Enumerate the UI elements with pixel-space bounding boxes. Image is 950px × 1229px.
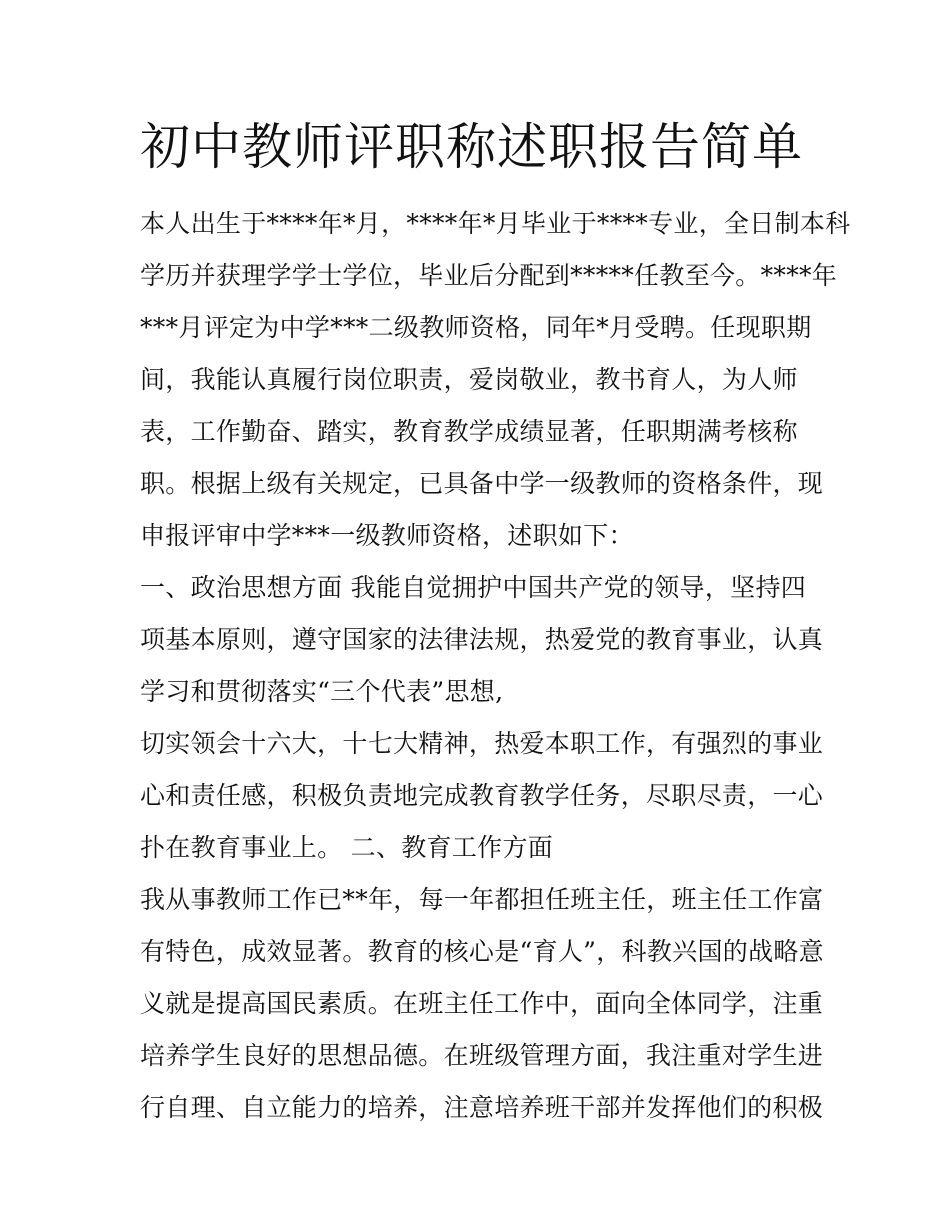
body-line: ***月评定为中学***二级教师资格，同年*月受聘。任现职期: [140, 313, 812, 342]
body-line: 我从事教师工作已**年，每一年都担任班主任，班主任工作富: [140, 885, 824, 914]
body-line: 间，我能认真履行岗位职责，爱岗敬业，教书育人，为人师: [140, 365, 798, 394]
body-line: 项基本原则，遵守国家的法律法规，热爱党的教育事业，认真: [140, 625, 824, 654]
body-line: 行自理、自立能力的培养，注意培养班干部并发挥他们的积极: [140, 1093, 824, 1122]
body-line: 培养学生良好的思想品德。在班级管理方面，我注重对学生进: [140, 1041, 824, 1070]
document-body: [140, 198, 851, 1134]
body-line: 学历并获理学学士学位，毕业后分配到*****任教至今。****年: [140, 261, 838, 290]
body-line: 职。根据上级有关规定，已具备中学一级教师的资格条件，现: [140, 469, 824, 498]
body-line: 心和责任感，积极负责地完成教育教学任务，尽职尽责，一心: [140, 781, 824, 810]
body-line: 申报评审中学***一级教师资格，述职如下：: [140, 521, 634, 550]
body-line: 有特色，成效显著。教育的核心是“育人”，科教兴国的战略意: [140, 937, 824, 966]
body-line: 本人出生于****年*月，****年*月毕业于****专业，全日制本科: [140, 209, 851, 238]
body-line: 学习和贯彻落实“三个代表”思想,: [140, 677, 504, 706]
section-heading-line: 一、政治思想方面 我能自觉拥护中国共产党的领导，坚持四: [140, 573, 807, 602]
body-line: 义就是提高国民素质。在班主任工作中，面向全体同学，注重: [140, 989, 824, 1018]
body-line: 表，工作勤奋、踏实，教育教学成绩显著，任职期满考核称: [140, 417, 798, 446]
document-title: 初中教师评职称述职报告简单: [140, 118, 803, 176]
body-line: 切实领会十六大，十七大精神，热爱本职工作，有强烈的事业: [140, 729, 824, 758]
section-heading-line: 扑在教育事业上。 二、教育工作方面: [140, 833, 554, 862]
